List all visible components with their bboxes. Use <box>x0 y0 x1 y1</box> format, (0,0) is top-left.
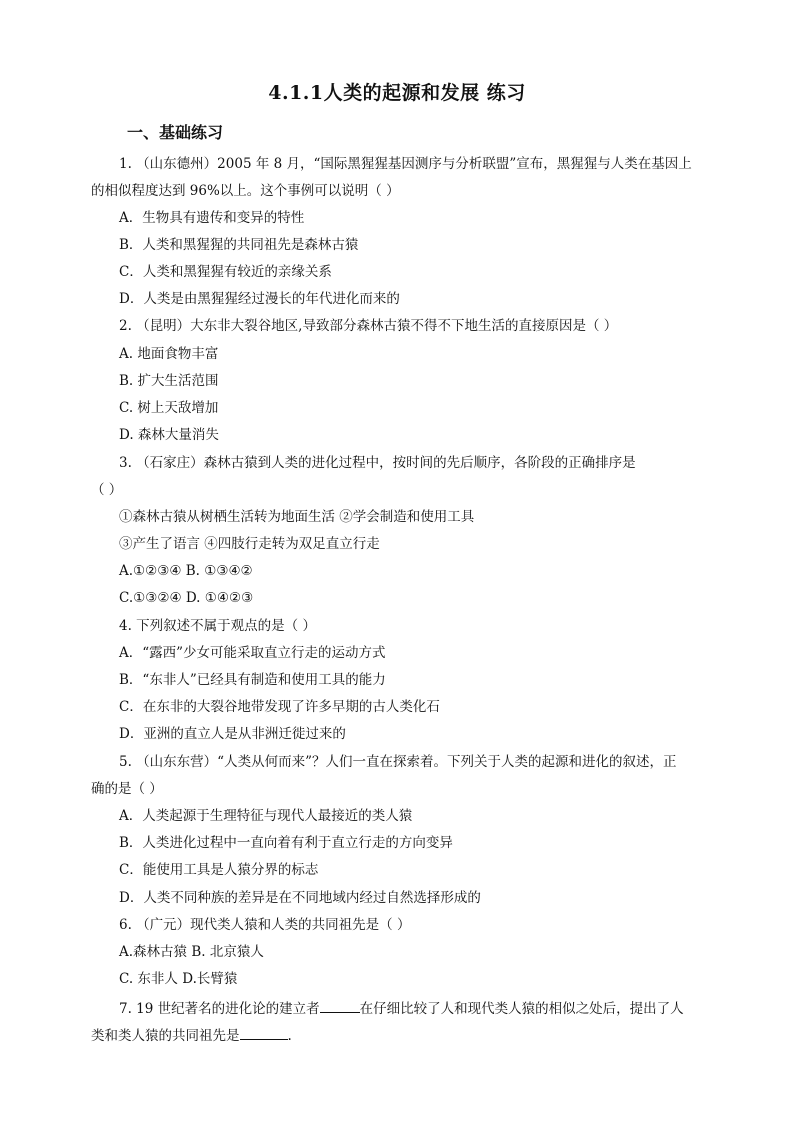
q7-line1 <box>119 998 684 1018</box>
q4-option-a: A．“露西”少女可能采取直立行走的运动方式 <box>119 645 386 661</box>
q3-options-ab: A.①②③④ B. ①③④② <box>119 563 253 579</box>
page-title: 4.1.1人类的起源和发展 练习 <box>268 82 526 104</box>
q2-option-d: D. 森林大量消失 <box>119 427 219 443</box>
section-heading: 一、基础练习 <box>127 123 224 142</box>
q2-option-c: C. 树上天敌增加 <box>119 400 219 416</box>
q4-option-d: D．亚洲的直立人是从非洲迁徙过来的 <box>119 726 346 742</box>
q2-option-a: A. 地面食物丰富 <box>119 346 219 362</box>
q6-options-cd: C. 东非人 D.长臂猿 <box>119 971 238 987</box>
q1-option-c: C．人类和黑猩猩有较近的亲缘关系 <box>119 264 332 280</box>
q3-stem-line1: 3. （石家庄）森林古猿到人类的进化过程中，按时间的先后顺序，各阶段的正确排序是 <box>119 455 636 471</box>
q7-text-part1: 7. 19 世纪著名的进化论的建立者 <box>119 1001 320 1017</box>
q4-stem: 4. 下列叙述不属于观点的是（ ） <box>119 618 316 634</box>
q7-line2 <box>91 1025 292 1045</box>
q2-option-b: B. 扩大生活范围 <box>119 373 219 389</box>
q5-option-c: C．能使用工具是人猿分界的标志 <box>119 862 319 878</box>
answer-blank-1[interactable] <box>320 998 360 1013</box>
q1-stem-line1: 1. （山东德州）2005 年 8 月，“国际黑猩猩基因测序与分析联盟”宣布，黑猩猩与人类在基因上 <box>119 156 692 172</box>
q3-items-line1: ①森林古猿从树栖生活转为地面生活 ②学会制造和使用工具 <box>119 509 475 525</box>
q5-stem-line2: 确的是（ ） <box>91 781 163 797</box>
q4-option-c: C．在东非的大裂谷地带发现了许多早期的古人类化石 <box>119 699 440 715</box>
q5-stem-line1: 5. （山东东营）“人类从何而来”？人们一直在探索着。下列关于人类的起源和进化的叙述，正 <box>119 754 677 770</box>
q5-option-d: D．人类不同种族的差异是在不同地域内经过自然选择形成的 <box>119 890 481 906</box>
q3-items-line2: ③产生了语言 ④四肢行走转为双足直立行走 <box>119 536 380 552</box>
q1-option-d: D．人类是由黑猩猩经过漫长的年代进化而来的 <box>119 291 400 307</box>
q1-stem-line2: 的相似程度达到 96%以上。这个事例可以说明（ ） <box>91 183 400 199</box>
q5-option-b: B．人类进化过程中一直向着有利于直立行走的方向变异 <box>119 835 453 851</box>
q3-options-cd: C.①③②④ D. ①④②③ <box>119 590 254 606</box>
q7-text-part2: 在仔细比较了人和现代类人猿的相似之处后，提出了人 <box>359 1001 684 1017</box>
q6-options-ab: A.森林古猿 B. 北京猿人 <box>119 944 264 960</box>
q1-option-a: A．生物具有遗传和变异的特性 <box>119 210 305 226</box>
q7-text-line2b: . <box>287 1028 292 1044</box>
q1-option-b: B．人类和黑猩猩的共同祖先是森林古猿 <box>119 237 359 253</box>
q4-option-b: B．“东非人”已经具有制造和使用工具的能力 <box>119 672 386 688</box>
answer-blank-2[interactable] <box>240 1025 288 1040</box>
q6-stem: 6. （广元）现代类人猿和人类的共同祖先是（ ） <box>119 917 411 933</box>
q2-stem: 2. （昆明）大东非大裂谷地区,导致部分森林古猿不得不下地生活的直接原因是（ ） <box>119 318 618 334</box>
q3-stem-line2: （ ） <box>91 482 123 498</box>
q7-text-line2a: 类和类人猿的共同祖先是 <box>91 1028 240 1044</box>
q5-option-a: A．人类起源于生理特征与现代人最接近的类人猿 <box>119 808 413 824</box>
